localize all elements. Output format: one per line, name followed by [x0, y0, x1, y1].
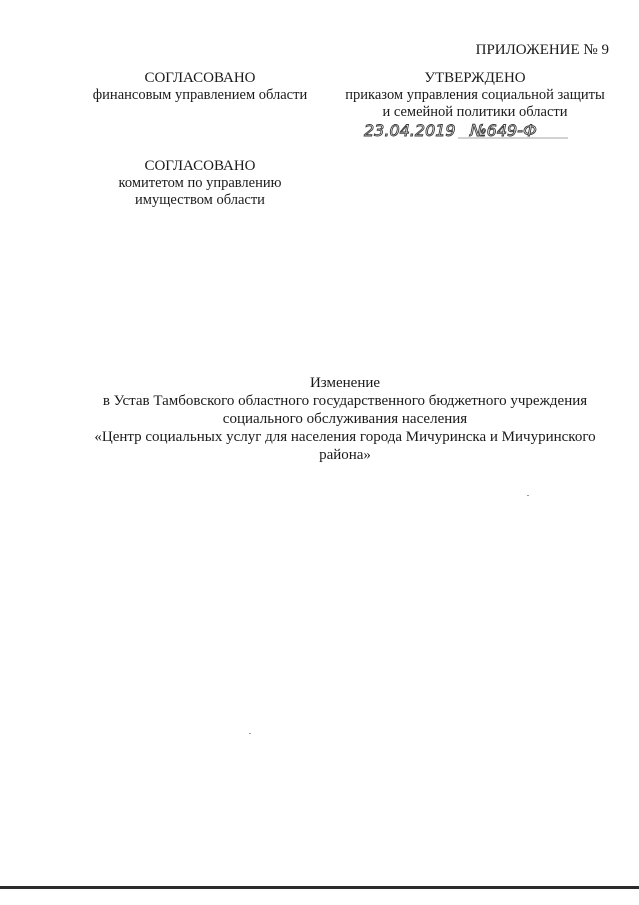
appendix-label: ПРИЛОЖЕНИЕ № 9	[475, 42, 609, 58]
agreed-property-line-1: комитетом по управлению	[118, 175, 282, 191]
scan-speck	[249, 733, 251, 734]
agreed-property-line-2: имуществом области	[135, 192, 265, 208]
title-line-2: в Устав Тамбовского областного государственного бюджетного учреждения	[102, 393, 588, 409]
agreed-finance-line: финансовым управлением области	[92, 87, 308, 103]
handwritten-order-details	[362, 116, 582, 146]
document-title	[20, 374, 639, 464]
scan-speck	[527, 495, 529, 496]
handwritten-date: 23.04.2019	[364, 121, 456, 140]
title-line-4: «Центр социальных услуг для населения города Мичуринска и Мичуринского	[94, 429, 596, 445]
approved-block	[325, 70, 625, 121]
agreed-property-heading: СОГЛАСОВАНО	[144, 158, 256, 174]
approved-heading: УТВЕРЖДЕНО	[424, 70, 526, 86]
handwritten-number: №649-Ф	[470, 121, 537, 140]
page-bottom-edge	[0, 886, 639, 889]
title-line-3: социального обслуживания населения	[222, 411, 468, 427]
agreed-finance-block	[80, 70, 320, 104]
title-line-1: Изменение	[309, 375, 381, 391]
handwritten-signature-svg	[362, 116, 582, 146]
agreed-property-block	[95, 158, 305, 209]
approved-line-2: и семейной политики области	[382, 104, 568, 120]
approved-line-1: приказом управления социальной защиты	[345, 87, 605, 103]
title-line-5: района»	[319, 447, 371, 463]
agreed-finance-heading: СОГЛАСОВАНО	[144, 70, 256, 86]
